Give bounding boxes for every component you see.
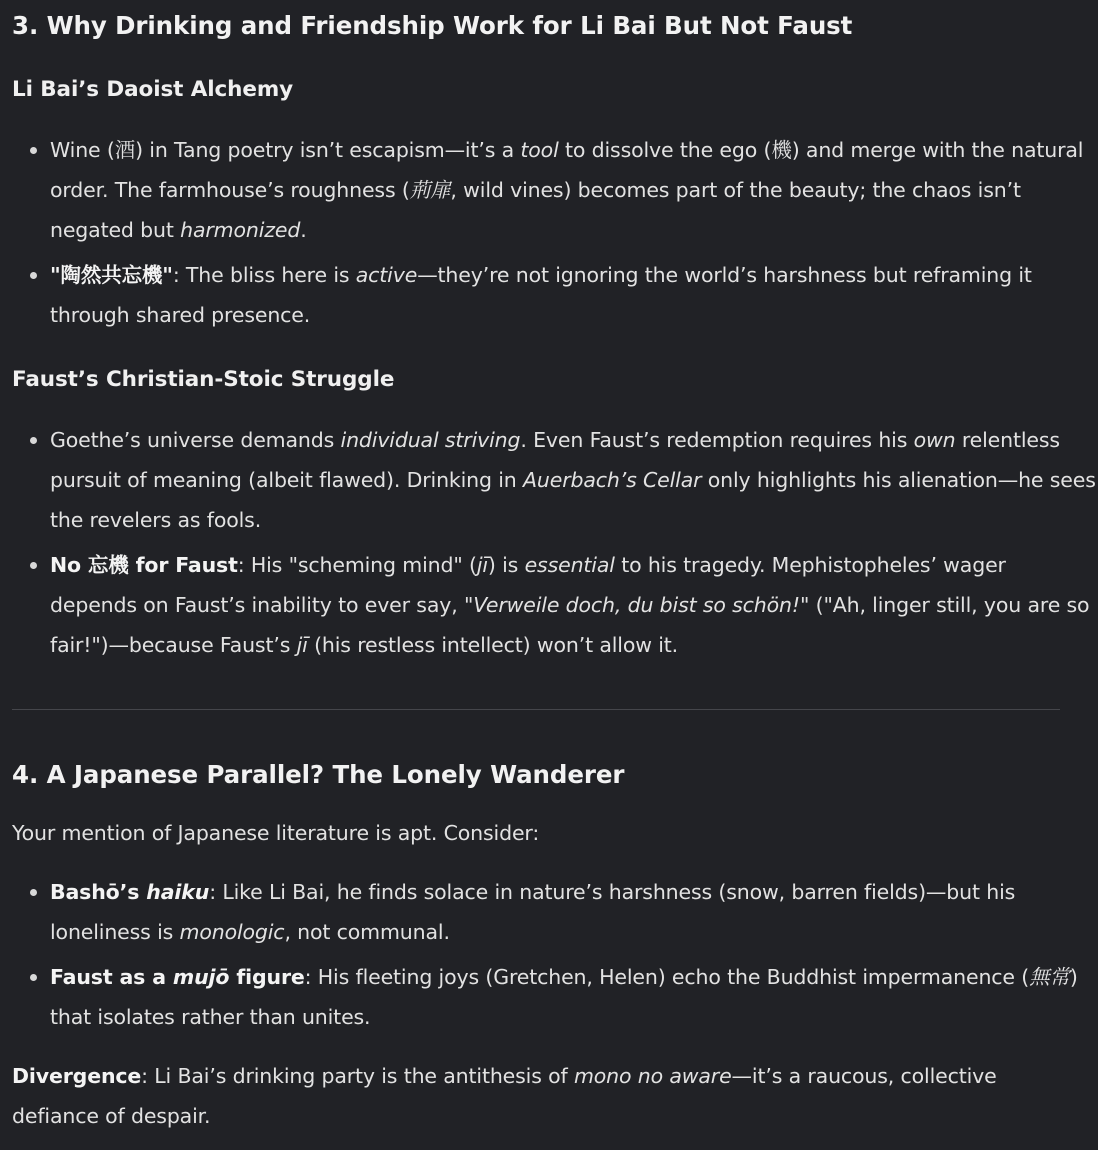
text-run: : His fleeting joys (Gretchen, Helen) echo the Buddhist impermanence ( xyxy=(304,965,1030,989)
emphasis: active xyxy=(355,263,418,287)
li-bai-subheading: Li Bai’s Daoist Alchemy xyxy=(12,77,294,102)
text-run: to his tragedy. Mephistopheles’ wager depends on Faust’s inability to ever say, xyxy=(50,553,1006,617)
emphasis: mono no aware xyxy=(573,1064,732,1088)
text-run: figure xyxy=(229,965,305,989)
emphasis: haiku xyxy=(146,880,210,904)
text-run: : The bliss here is xyxy=(172,263,356,287)
emphasis: jī xyxy=(476,553,488,577)
list-item xyxy=(50,957,1098,1037)
section-4-intro: Your mention of Japanese literature is apt. Consider: xyxy=(12,821,540,845)
list-item xyxy=(50,872,1098,952)
text-run: . xyxy=(300,218,307,242)
text-run: only highlights his alienation—he sees the revelers as fools. xyxy=(50,468,1096,532)
text-run: Wine (酒) in Tang poetry isn’t escapism—it’s a xyxy=(50,138,521,162)
text-run: , not communal. xyxy=(284,920,450,944)
text-run: : Li Bai’s drinking party is the antithesis of xyxy=(141,1064,574,1088)
emphasis: individual striving xyxy=(340,428,521,452)
text-run: : His "scheming mind" ( xyxy=(237,553,477,577)
li-bai-list xyxy=(12,130,1098,335)
text-run: —it’s a raucous, collective defiance of despair. xyxy=(12,1064,997,1128)
bold-phrase: Divergence xyxy=(12,1064,142,1088)
text-run: relentless pursuit of meaning (albeit flawed). Drinking in xyxy=(50,428,1060,492)
section-3-heading: 3. Why Drinking and Friendship Work for Li Bai But Not Faust xyxy=(12,11,853,40)
text-run: , wild vines) becomes part of the beauty; the chaos isn’t negated but xyxy=(50,178,1021,242)
emphasis: own xyxy=(913,428,956,452)
list-item xyxy=(50,130,1098,250)
list-item xyxy=(50,255,1098,335)
emphasis: mujō xyxy=(172,965,230,989)
japanese-parallel-list xyxy=(12,872,1098,1037)
text-run: Faust as a xyxy=(50,965,173,989)
text-run: . Even Faust’s redemption requires his xyxy=(520,428,914,452)
text-run: Goethe’s universe demands xyxy=(50,428,341,452)
emphasis: 無常 xyxy=(1029,965,1070,989)
text-run: Bashō’s xyxy=(50,880,147,904)
faust-subheading: Faust’s Christian-Stoic Struggle xyxy=(12,367,395,392)
text-run: to dissolve the ego (機) and merge with the natural order. The farmhouse’s roughness ( xyxy=(50,138,1084,202)
bold-phrase xyxy=(50,965,305,989)
section-4-heading: 4. A Japanese Parallel? The Lonely Wanderer xyxy=(12,760,625,789)
text-run: : Like Li Bai, he finds solace in nature’s harshness (snow, barren fields)—but his loneliness is xyxy=(50,880,1016,944)
emphasis: Auerbach’s Cellar xyxy=(523,468,702,492)
text-run: —they’re not ignoring the world’s harshness but reframing it through shared presence. xyxy=(50,263,1032,327)
emphasis: 荊扉 xyxy=(409,178,451,202)
section-divider xyxy=(12,709,1060,710)
text-run: ) is xyxy=(487,553,525,577)
emphasis: "Verweile doch, du bist so schön!" xyxy=(463,593,810,617)
emphasis: essential xyxy=(524,553,615,577)
emphasis: jī xyxy=(296,633,308,657)
list-item xyxy=(50,420,1098,540)
faust-list xyxy=(12,420,1098,665)
list-item xyxy=(50,545,1098,665)
bold-phrase xyxy=(50,880,209,904)
text-run: (his restless intellect) won’t allow it. xyxy=(307,633,679,657)
emphasis: harmonized xyxy=(180,218,301,242)
text-run: ) that isolates rather than unites. xyxy=(50,965,1078,1029)
emphasis: tool xyxy=(520,138,559,162)
bold-phrase: No 忘機 for Faust xyxy=(50,553,238,577)
emphasis: monologic xyxy=(179,920,285,944)
divergence-paragraph xyxy=(12,1056,1060,1136)
text-run: ("Ah, linger still, you are so fair!")—because Faust’s xyxy=(50,593,1090,657)
bold-phrase: "陶然共忘機" xyxy=(50,263,173,287)
